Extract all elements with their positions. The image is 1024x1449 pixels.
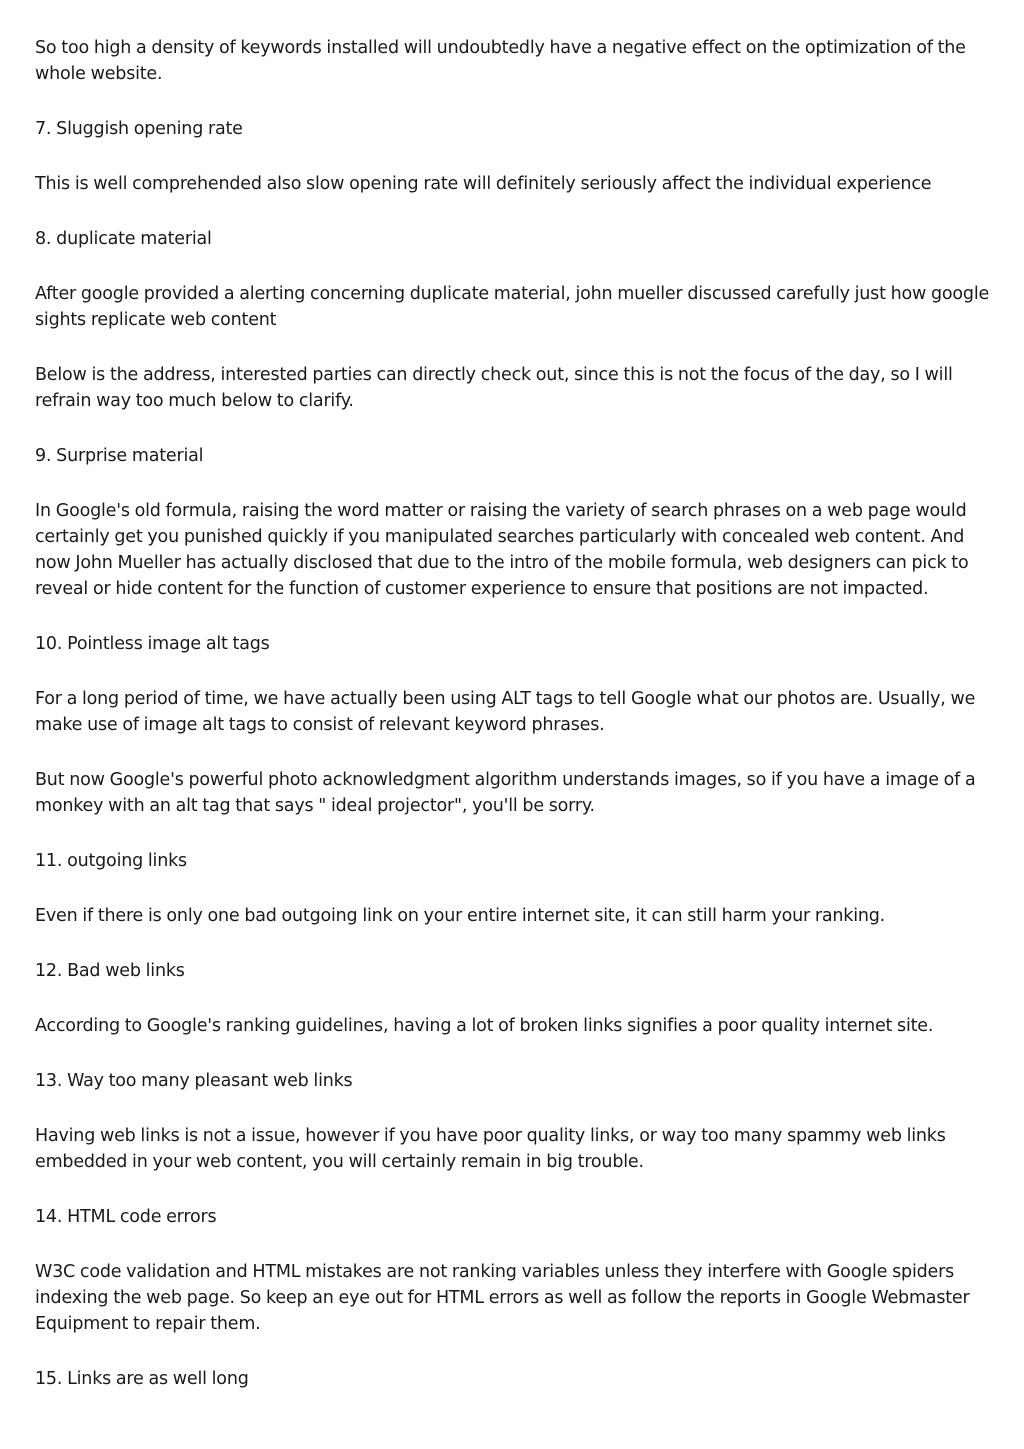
paragraph-opening-rate: This is well comprehended also slow opening rate will definitely seriously affect the individual experience [35, 174, 932, 194]
heading-sluggish-opening-rate: 7. Sluggish opening rate [35, 119, 243, 139]
heading-bad-web-links: 12. Bad web links [35, 961, 185, 981]
paragraph-alt-tags-usage: For a long period of time, we have actually been using ALT tags to tell Google what our photos are. Usually, we make use of image alt tags to consist of relevant keyword phrases. [35, 689, 976, 735]
heading-outgoing-links: 11. outgoing links [35, 851, 187, 871]
heading-html-code-errors: 14. HTML code errors [35, 1207, 217, 1227]
paragraph-address-note: Below is the address, interested parties can directly check out, since this is not the focus of the day, so I will refrain way too much below to clarify. [35, 365, 953, 411]
heading-surprise-material: 9. Surprise material [35, 446, 204, 466]
heading-links-too-long: 15. Links are as well long [35, 1369, 249, 1389]
heading-image-alt-tags: 10. Pointless image alt tags [35, 634, 270, 654]
document-page [35, 35, 995, 1421]
paragraph-duplicate-alert: After google provided a alerting concerning duplicate material, john mueller discussed carefully just how google sights replicate web content [35, 284, 990, 330]
paragraph-broken-links: According to Google's ranking guidelines, having a lot of broken links signifies a poor quality internet site. [35, 1016, 934, 1036]
paragraph-old-formula: In Google's old formula, raising the word matter or raising the variety of search phrases on a web page would certainly get you punished quickly if you manipulated searches particularly with concealed web content. And now John Mueller has actually disclosed that due to the intro of the mobile formula, web designers can pick to reveal or hide content for the function of customer experience to ensure that positions are not impacted. [35, 501, 969, 599]
heading-duplicate-material: 8. duplicate material [35, 229, 212, 249]
paragraph-outgoing-links: Even if there is only one bad outgoing link on your entire internet site, it can still harm your ranking. [35, 906, 886, 926]
paragraph-w3c-validation: W3C code validation and HTML mistakes are not ranking variables unless they interfere with Google spiders indexing the web page. So keep an eye out for HTML errors as well as follow the reports in Google Webmaster Equipment to repair them. [35, 1262, 970, 1334]
paragraph-spammy-links: Having web links is not a issue, however if you have poor quality links, or way too many spammy web links embedded in your web content, you will certainly remain in big trouble. [35, 1126, 946, 1172]
paragraph-image-recognition: But now Google's powerful photo acknowledgment algorithm understands images, so if you have a image of a monkey with an alt tag that says " ideal projector", you'll be sorry. [35, 770, 976, 816]
paragraph-keyword-density: So too high a density of keywords installed will undoubtedly have a negative effect on the optimization of the whole website. [35, 38, 966, 84]
heading-too-many-links: 13. Way too many pleasant web links [35, 1071, 353, 1091]
